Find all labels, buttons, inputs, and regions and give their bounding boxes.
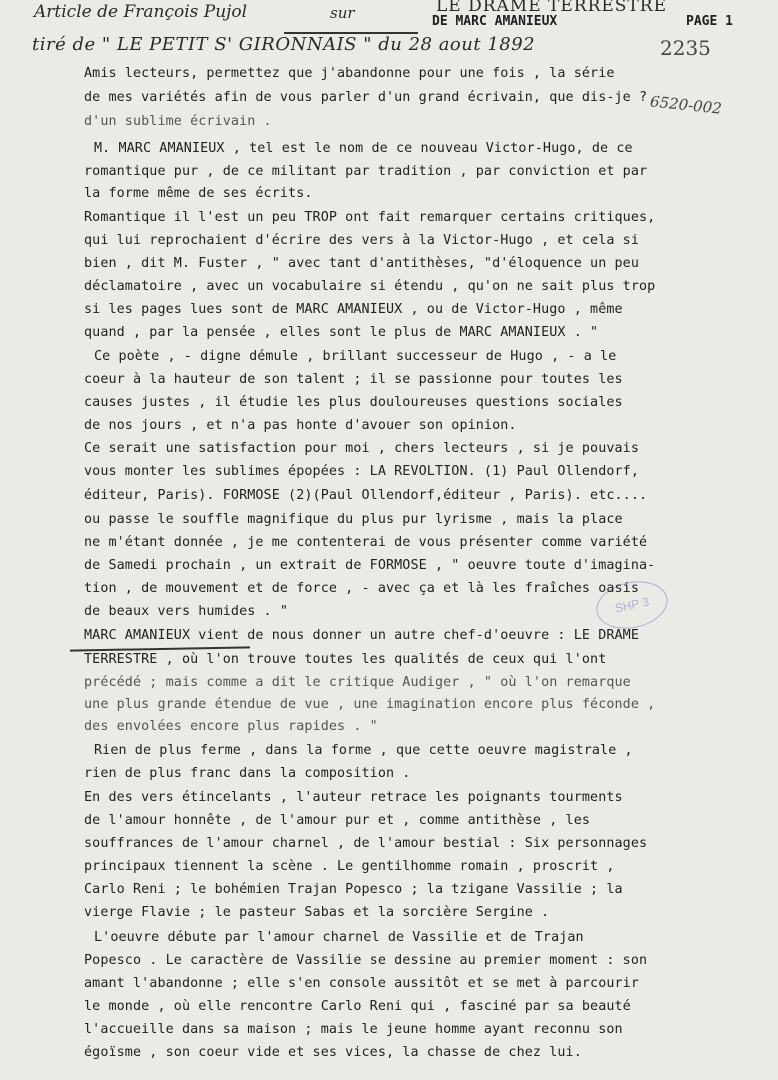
text-line: MARC AMANIEUX vient de nous donner un autre chef-d'oeuvre : LE DRAME [84,628,640,643]
text-line: vierge Flavie ; le pasteur Sabas et la sorcière Sergine . [84,905,550,920]
document-title: DE MARC AMANIEUX [432,14,558,29]
handwritten-reference-number: 2235 [660,36,711,60]
handwritten-archive-code: 6520-002 [649,92,723,118]
underline-mark [70,646,250,651]
text-line: coeur à la hauteur de son talent ; il se passionne pour toutes les [84,372,623,387]
underline-mark [284,32,418,34]
text-line: causes justes , il étudie les plus douloureuses questions sociales [84,395,623,410]
text-line: Romantique il l'est un peu TROP ont fait remarquer certains critiques, [84,210,656,225]
text-line: M. MARC AMANIEUX , tel est le nom de ce nouveau Victor-Hugo, de ce [94,141,633,156]
text-line: de beaux vers humides . " [84,604,289,619]
handwritten-source: tiré de " LE PETIT S' GIRONNAIS " du 28 aout 1892 [32,34,536,55]
text-line: la forme même de ses écrits. [84,186,313,201]
text-line: éditeur, Paris). FORMOSE (2)(Paul Ollendorf,éditeur , Paris). etc.... [84,488,648,503]
text-line: Ce serait une satisfaction pour moi , chers lecteurs , si je pouvais [84,441,640,456]
text-line: L'oeuvre débute par l'amour charnel de Vassilie et de Trajan [94,930,584,945]
text-line: En des vers étincelants , l'auteur retrace les poignants tourments [84,790,623,805]
text-line: rien de plus franc dans la composition . [84,766,411,781]
text-line: précédé ; mais comme a dit le critique Audiger , " où l'on remarque [84,675,631,690]
text-line: de Samedi prochain , un extrait de FORMOSE , " oeuvre toute d'imagina- [84,558,656,573]
text-line: amant l'abandonne ; elle s'en console aussitôt et se met à parcourir [84,976,640,991]
text-line: Popesco . Le caractère de Vassilie se dessine au premier moment : son [84,953,648,968]
text-line: de l'amour honnête , de l'amour pur et , comme antithèse , les [84,813,591,828]
text-line: égoïsme , son coeur vide et ses vices, la chasse de chez lui. [84,1045,582,1060]
handwritten-title: LE DRAME TERRESTRE [436,0,667,16]
text-line: Carlo Reni ; le bohémien Trajan Popesco ; la tzigane Vassilie ; la [84,882,623,897]
page-number: PAGE 1 [686,14,733,29]
text-line: vous monter les sublimes épopées : LA REVOLTION. (1) Paul Ollendorf, [84,464,640,479]
text-line: principaux tiennent la scène . Le gentilhomme romain , proscrit , [84,859,615,874]
text-line: Rien de plus ferme , dans la forme , que cette oeuvre magistrale , [94,743,633,758]
text-line: quand , par la pensée , elles sont le plus de MARC AMANIEUX . " [84,325,599,340]
text-line: bien , dit M. Fuster , " avec tant d'antithèses, "d'éloquence un peu [84,256,640,271]
text-line: Ce poète , - digne démule , brillant successeur de Hugo , - a le [94,349,617,364]
text-line: le monde , où elle rencontre Carlo Reni qui , fasciné par sa beauté [84,999,631,1014]
archive-stamp: SHP 3 [592,575,672,635]
text-line: une plus grande étendue de vue , une imagination encore plus féconde , [84,697,656,712]
text-line: romantique pur , de ce militant par tradition , par conviction et par [84,164,648,179]
text-line: déclamatoire , avec un vocabulaire si étendu , qu'on ne sait plus trop [84,279,656,294]
text-line: ne m'étant donnée , je me contenterai de vous présenter comme variété [84,535,648,550]
handwritten-sur: sur [330,4,355,22]
text-line: de mes variétés afin de vous parler d'un grand écrivain, que dis-je ? [84,90,648,105]
text-line: souffrances de l'amour charnel , de l'amour bestial : Six personnages [84,836,648,851]
text-line: qui lui reprochaient d'écrire des vers à la Victor-Hugo , et cela si [84,233,640,248]
text-line: de nos jours , et n'a pas honte d'avouer son opinion. [84,418,517,433]
text-line: Amis lecteurs, permettez que j'abandonne pour une fois , la série [84,66,615,81]
text-line: ou passe le souffle magnifique du plus pur lyrisme , mais la place [84,512,623,527]
text-line: TERRESTRE , où l'on trouve toutes les qualités de ceux qui l'ont [84,652,607,667]
text-line: des envolées encore plus rapides . " [84,719,378,734]
text-line: tion , de mouvement et de force , - avec ça et là les fraîches oasis [84,581,640,596]
text-line: si les pages lues sont de MARC AMANIEUX , ou de Victor-Hugo , même [84,302,623,317]
text-line: l'accueille dans sa maison ; mais le jeune homme ayant reconnu son [84,1022,623,1037]
text-line: d'un sublime écrivain . [84,114,272,129]
handwritten-attribution: Article de François Pujol [34,2,248,22]
